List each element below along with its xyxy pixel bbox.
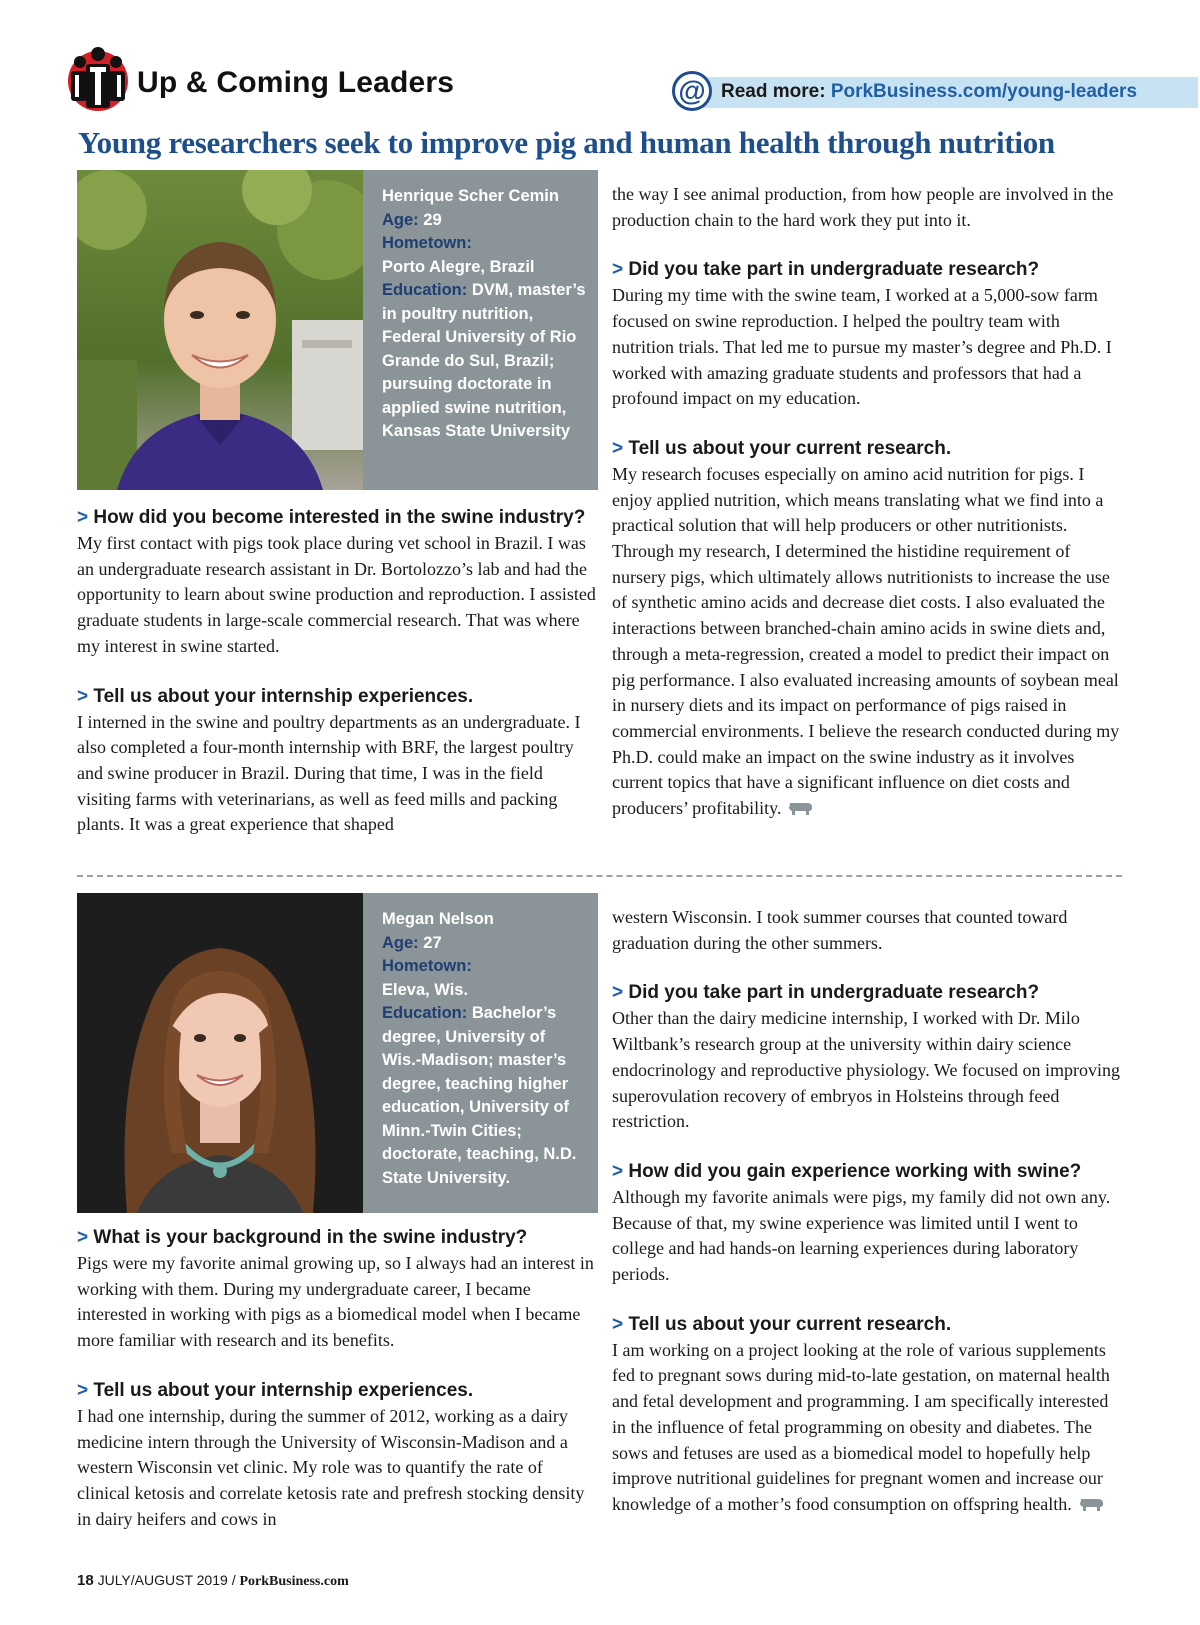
profile-education bbox=[382, 279, 586, 444]
hometown-label: Hometown: bbox=[382, 234, 472, 252]
continued-paragraph: western Wisconsin. I took summer courses that counted toward graduation during the other summers. bbox=[612, 907, 1068, 953]
read-more-label: Read more: bbox=[721, 81, 826, 102]
education-label: Education: bbox=[382, 281, 468, 299]
answer-paragraph: I am working on a project looking at the role of various supplements fed to pregnant sows during mid-to-late gestation, on maternal health and fetal development and programming. I am specifically interested in the influence of fetal programming on obesity and diabetes. The sows and fetuses are used as a biomedical model to hopefully help improve nutritional guidelines for pregnant women and increase our knowledge of a mother’s food consumption on offspring health. bbox=[612, 1339, 1110, 1514]
answer-paragraph: During my time with the swine team, I worked at a 5,000-sow farm focused on swine reproduction. I helped the poultry team with nutrition trials. That led me to pursue my master’s degree and Ph.D. I worked with amazing graduate students and professors that had a profound impact on my education. bbox=[612, 285, 1112, 409]
question-heading: > Tell us about your internship experiences. bbox=[77, 685, 474, 707]
profile-age bbox=[382, 209, 586, 233]
answer-paragraph: My first contact with pigs took place during vet school in Brazil. I was an undergraduate research assistant in Dr. Bortolozzo’s lab and had the opportunity to learn about swine production and reproduction. I assisted graduate students in large-scale commercial research. That was where my interest in swine started. bbox=[77, 533, 596, 656]
age-value: 27 bbox=[423, 933, 442, 952]
answer-paragraph: I interned in the swine and poultry departments as an undergraduate. I also completed a four-month internship with BRF, the largest poultry and swine producer in Brazil. During that time, I was in the field visiting farms with veterinarians, as well as feed mills and packing plants. It was a great experience that shaped bbox=[77, 711, 581, 835]
article-headline: Young researchers seek to improve pig and human health through nutrition bbox=[78, 125, 1055, 160]
section-divider bbox=[77, 875, 1122, 877]
hometown-value: Porto Alegre, Brazil bbox=[382, 257, 535, 276]
profile-name: Henrique Scher Cemin bbox=[382, 187, 559, 205]
question-heading: > What is your background in the swine industry? bbox=[77, 1227, 528, 1248]
question-heading: > Tell us about your current research. bbox=[612, 437, 952, 459]
read-more-url[interactable]: PorkBusiness.com/young-leaders bbox=[830, 81, 1138, 102]
continued-paragraph: the way I see animal production, from how people are involved in the production chain to the hard work they put into it. bbox=[612, 184, 1114, 230]
question-heading: > Tell us about your internship experiences. bbox=[77, 1379, 474, 1401]
pig-icon bbox=[1078, 1498, 1104, 1512]
profile-photo-henrique bbox=[77, 170, 363, 490]
issue-date: JULY/AUGUST 2019 bbox=[97, 1572, 228, 1588]
profile-info-panel-henrique bbox=[363, 170, 598, 490]
question-heading: > Tell us about your current research. bbox=[612, 1313, 952, 1335]
profile-name: Megan Nelson bbox=[382, 910, 494, 928]
section-title: Up & Coming Leaders bbox=[137, 66, 455, 99]
question-heading: > Did you take part in undergraduate research? bbox=[612, 259, 1040, 281]
hometown-label: Hometown: bbox=[382, 957, 472, 975]
education-value: DVM, master’s in poultry nutrition, Federal University of Rio Grande do Sul, Brazil; pursuing doctorate in applied swine nutrition, Kansas State University bbox=[382, 281, 586, 440]
education-value: Bachelor’s degree, University of Wis.-Madison; master’s degree, teaching higher education, University of Minn.-Twin Cities; doctorate, teaching, N.D. State University. bbox=[382, 1004, 577, 1187]
profile-education bbox=[382, 1002, 586, 1190]
at-sign-icon: @ bbox=[672, 71, 712, 111]
people-group-logo-icon bbox=[66, 45, 130, 113]
profile2-left-column bbox=[77, 1225, 597, 1532]
education-label: Education: bbox=[382, 1004, 468, 1022]
answer-paragraph: My research focuses especially on amino acid nutrition for pigs. I enjoy applied nutrition, which means translating what we find into a practical solution that will help producers or other nutritionists. Through my research, I determined the histidine requirement of nursery pigs, which ultimately allows nutritionists to increase the use of synthetic amino acids and decrease diet costs. I also evaluated the interactions between branched-chain amino acids in swine diets and, through a meta-regression, created a model to predict their impact on pig performance. I also evaluated increasing amounts of soybean meal in nursery diets and its impact on performance of pigs raised in commercial environments. I believe the research conducted during my Ph.D. could make an impact on the swine industry as it involves current topics that have a significant influence on diet costs and producers’ profitability. bbox=[612, 463, 1120, 819]
profile1-right-column bbox=[612, 182, 1122, 822]
age-label: Age: bbox=[382, 210, 419, 229]
pig-icon bbox=[787, 802, 813, 816]
answer-paragraph: Pigs were my favorite animal growing up, so I always had an interest in working with them. During my undergraduate career, I became interested in working with pigs as a biomedical model when I became more familiar with research and its benefits. bbox=[77, 1253, 594, 1351]
answer-paragraph: Other than the dairy medicine internship, I worked with Dr. Milo Wiltbank’s research group at the university within dairy science endocrinology and reproductive physiology. We focused on improving superovulation recovery of embryos in Holsteins through feed restriction. bbox=[612, 1008, 1120, 1132]
read-more-link[interactable] bbox=[721, 81, 1137, 103]
answer-paragraph: I had one internship, during the summer of 2012, working as a dairy medicine intern through the University of Wisconsin-Madison and a western Wisconsin vet clinic. My role was to quantify the rate of clinical ketosis and correlate ketosis rate and prefresh stocking density in dairy heifers and cows in bbox=[77, 1405, 585, 1529]
question-heading: > How did you become interested in the swine industry? bbox=[77, 507, 586, 528]
footer-site: PorkBusiness.com bbox=[239, 1574, 349, 1589]
footer-separator: / bbox=[231, 1572, 236, 1588]
question-heading: > How did you gain experience working with swine? bbox=[612, 1160, 1082, 1182]
age-label: Age: bbox=[382, 933, 419, 952]
profile1-left-column bbox=[77, 505, 597, 838]
profile-info-panel-megan bbox=[363, 893, 598, 1213]
profile-photo-megan bbox=[77, 893, 363, 1213]
hometown-value: Eleva, Wis. bbox=[382, 980, 469, 999]
page-number: 18 bbox=[77, 1572, 94, 1589]
profile2-right-column bbox=[612, 905, 1122, 1518]
profile-age bbox=[382, 932, 586, 956]
answer-paragraph: Although my favorite animals were pigs, my family did not own any. Because of that, my swine experience was limited until I went to college and had hands-on learning experiences during laboratory periods. bbox=[612, 1186, 1111, 1285]
age-value: 29 bbox=[423, 210, 442, 229]
question-heading: > Did you take part in undergraduate research? bbox=[612, 982, 1040, 1004]
page-footer bbox=[77, 1572, 349, 1590]
